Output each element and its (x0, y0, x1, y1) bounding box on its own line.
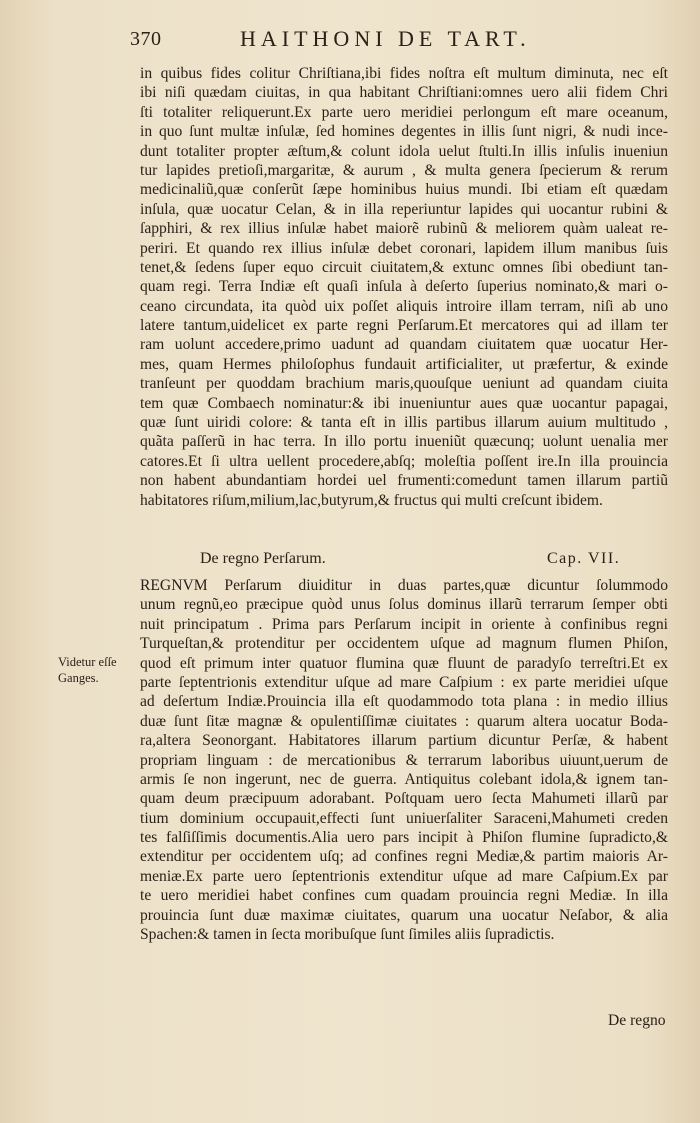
text-line: meniæ.Ex parte uero ſeptentrionis extenditur uſque ad mare Caſpium.Ex par (140, 867, 668, 885)
text-line: quãta paſſerũ in hac terra. In illo portu inueniũt quæcunq; uolunt uenalia mer (140, 433, 668, 451)
text-line: non habent abundantiam hordei uel frumenti:comedunt tamen illarum partiũ (140, 472, 668, 490)
text-line: quæ ſunt uiridi colore: & tanta eſt in illis partibus illarum auium multitudo , (140, 414, 668, 432)
text-line: habitatores riſum,milium,lac,butyrum,& fructus qui multi creſcunt ibidem. (140, 491, 603, 509)
text-line: nuit principatum . Prima pars Perſarum incipit in oriente à confinibus regni (140, 615, 668, 633)
paragraph-chapter-vii (140, 576, 668, 944)
text-line: latere tantum,uidelicet ex parte regni Perſarum.Et mercatores qui ad illam ter (140, 317, 668, 335)
page-header (130, 26, 560, 54)
text-line: ra,altera Seonorgant. Habitatores illarum partium dicuntur Perſæ, & habent (140, 732, 668, 750)
text-line: mes, quam Hermes philoſophus fundauit artificialiter, ut præfertur, & exinde (140, 355, 668, 373)
text-line: prouincia ſunt duæ maximæ ciuitates, quarum una uocatur Neſabor, & alia (140, 906, 668, 924)
text-line: tur lapides pretioſi,margaritæ, & aurum , & multa genera ſpecierum & rerum (140, 161, 668, 179)
text-line: ſti totaliter reliquerunt.Ex parte uero meridiei perlongum eſt mare oceanum, (140, 103, 668, 121)
text-line: Spachen:& tamen in ſecta moribuſque ſunt ſimiles aliis ſupradictis. (140, 926, 555, 944)
chapter-title: De regno Perſarum. (200, 550, 326, 567)
margin-note-line: Videtur eſſe (58, 655, 117, 669)
catchword: De regno (608, 1012, 666, 1029)
text-line: duæ ſunt ſitæ magnæ & opulentiſſimæ ciuitates : quarum altera uocatur Boda- (140, 712, 668, 730)
text-line: tranſeunt per quoddam brachium maris,quouſque ueniunt ad quandam ciuita (140, 375, 668, 393)
text-line: Turqueſtan,& protenditur per occidentem uſque ad magnum flumen Phiſon, (140, 635, 668, 653)
text-line: quam regi. Terra Indiæ eſt quaſi inſula à deſerto ſuperius nominato,& mari o- (140, 278, 668, 296)
text-line: ceano circundata, ita quòd uix poſſet aliquis introire illam terram, niſi ab uno (140, 297, 668, 315)
text-line: te uero meridiei habet confines cum quadam prouincia regni Mediæ. In illa (140, 887, 668, 905)
text-line: propriam linguam : de mercationibus & terrarum laboribus uiuunt,uerum de (140, 751, 668, 769)
text-line: REGNVM Perſarum diuiditur in duas partes,quæ dicuntur ſolummodo (140, 577, 668, 594)
text-line: tes falſiſſimis documentis.Alia uero pars incipit à Phiſon flumine ſupradicto,& (140, 829, 668, 847)
text-line: extenditur per occidentem uſq; ad confines regni Mediæ,& partim maioris Ar- (140, 848, 668, 866)
margin-note (58, 654, 138, 686)
text-line: medicinaliũ,quæ conſerũt ſæpe hominibus huius mundi. Ibi etiam eſt quædam (140, 181, 668, 199)
text-line: periri. Et quando rex illius inſulæ debet coronari, lapidem illum manibus ſuis (140, 239, 668, 257)
text-line: in quo ſunt multæ inſulæ, ſed homines degentes in illis ſunt nigri, & nudi ince- (140, 123, 668, 141)
text-line: quod eſt primum inter quatuor flumina quæ fluunt de paradyſo terreſtri.Et ex (140, 654, 668, 672)
text-line: catores.Et ſi ultra uellent procedere,abſq; moleſtia poſſent ire.In illa prouincia (140, 452, 668, 470)
paragraph-continued (140, 64, 668, 510)
text-line: ſapphiri, & rex illius inſulæ habet maiorẽ rubinũ & meliorem quàm ualeat re- (140, 220, 668, 238)
chapter-number: Cap. VII. (547, 550, 621, 567)
text-line: armis ſe non ingerunt, nec de guerra. Antiquitus colebant idola,& ignem tan- (140, 770, 668, 788)
text-line: unum regnũ,eo præcipue quòd unus ſolus dominus illarũ terrarum ſemper obti (140, 596, 668, 614)
text-line: parte ſeptentrionis extenditur uſque ad mare Caſpium : ex parte meridiei uſque (140, 673, 668, 691)
text-line: inſula, quæ uocatur Celan, & in illa reperiuntur lapides qui uocantur rubini & (140, 200, 668, 218)
running-head: HAITHONI DE TART. (240, 26, 531, 51)
text-line: ram uolunt accedere,primo uadunt ad quandam ciuitatem quæ uocatur Her- (140, 336, 668, 354)
page-number: 370 (130, 28, 162, 50)
text-line: dunt totaliter propter æſtum,& colunt idola uelut ſtulti.In illis inſulis inueniun (140, 142, 668, 160)
chapter-heading (140, 547, 668, 571)
text-line: quam deum præcipuum adorabant. Poſtquam uero ſecta Mahumeti illarũ par (140, 790, 668, 808)
text-line: in quibus fides colitur Chriſtiana,ibi fides noſtra eſt multum diminuta, nec eſt (140, 65, 668, 82)
text-line: tem quæ Combaech nominatur:& ibi inueniuntur aues quæ uocantur papagai, (140, 394, 668, 412)
text-line: tenet,& ſedens ſuper equo circuit ciuitatem,& extunc omnes ſibi obediunt tan- (140, 258, 668, 276)
text-line: tium dominium occupauit,effecti ſunt uniuerſaliter Saraceni,Mahumeti creden (140, 809, 668, 827)
text-line: ibi niſi quædam ciuitas, in qua habitant Chriſtiani:omnes uero alii fidem Chri (140, 84, 668, 102)
margin-note-line: Ganges. (58, 671, 99, 685)
text-line: ad deſertum Indiæ.Prouincia illa eſt quodammodo tota plana : in medio illius (140, 693, 668, 711)
